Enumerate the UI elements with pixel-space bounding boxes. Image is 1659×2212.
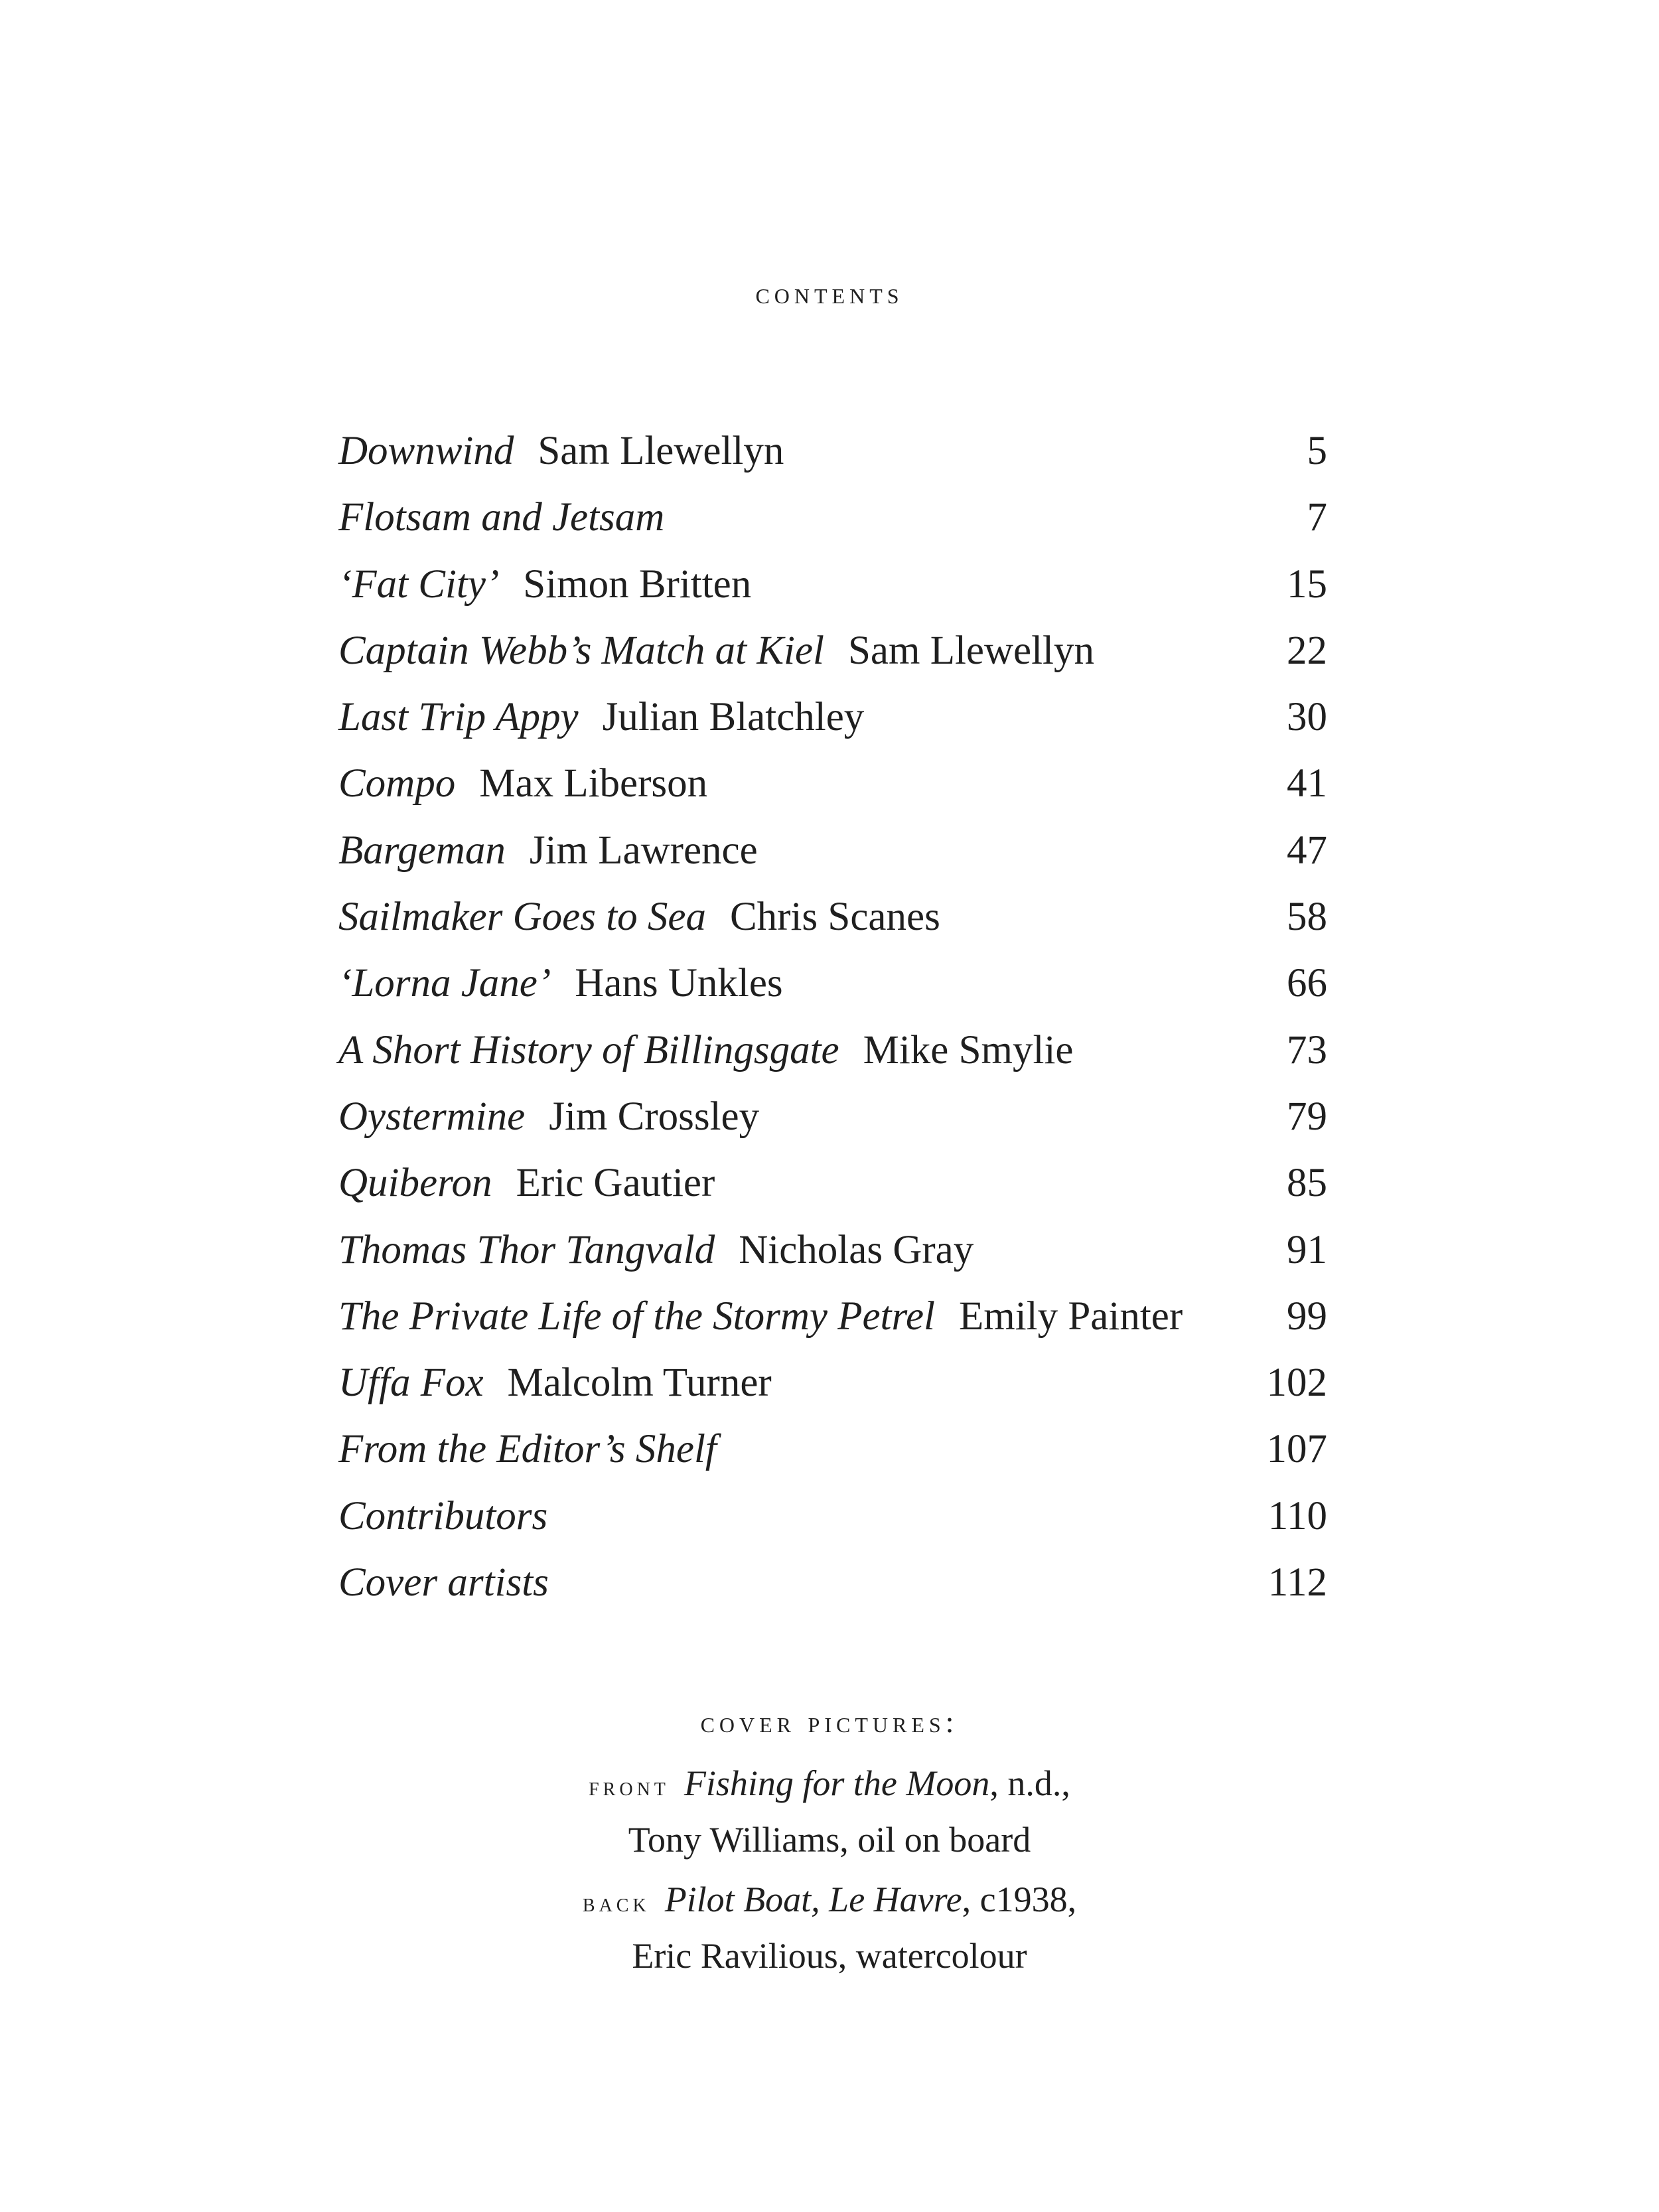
front-label: front: [589, 1771, 670, 1801]
toc-entry-title: Quiberon: [338, 1161, 492, 1206]
toc-entry-page-number: 107: [1266, 1427, 1327, 1472]
toc-entry-title: Captain Webb’s Match at Kiel: [338, 628, 824, 673]
toc-entry-page-number: 58: [1287, 895, 1327, 940]
toc-entry-page-number: 110: [1267, 1493, 1327, 1538]
cover-pictures: [0, 1689, 1659, 1982]
toc-entry-title: Bargeman: [338, 828, 506, 873]
back-cover-credit: [0, 1873, 1659, 1982]
cover-pictures-heading: cover pictures:: [700, 1705, 959, 1739]
toc-entry: [338, 1550, 1327, 1616]
toc-entry-author: Jim Crossley: [549, 1094, 760, 1139]
toc-entry-title: ‘Fat City’: [338, 561, 500, 607]
back-work-details: Eric Ravilious, watercolour: [632, 1936, 1027, 1976]
toc-entry-page-number: 99: [1287, 1293, 1327, 1339]
toc-entry-author: Jim Lawrence: [529, 828, 758, 873]
toc-entry: [338, 684, 1327, 751]
toc-entry: [338, 1150, 1327, 1217]
toc-entry-title: Sailmaker Goes to Sea: [338, 895, 706, 940]
front-cover-line: [0, 1757, 1659, 1813]
toc-entry-author: Sam Llewellyn: [848, 628, 1095, 673]
toc-entry-title: A Short History of Billingsgate: [338, 1027, 839, 1072]
toc-entry-page-number: 102: [1266, 1361, 1327, 1406]
toc-entry: [338, 818, 1327, 884]
toc-entry-page-number: 66: [1287, 961, 1327, 1006]
toc-entry-author: Mike Smylie: [863, 1027, 1074, 1072]
toc-entry-author: Emily Painter: [959, 1293, 1183, 1339]
back-label: back: [582, 1887, 650, 1917]
toc-entry: [338, 884, 1327, 950]
toc-entry-page-number: 5: [1307, 429, 1327, 473]
back-work-date: , c1938,: [962, 1880, 1077, 1919]
toc-entry-page-number: 91: [1287, 1227, 1327, 1272]
toc-entry-author: Chris Scanes: [729, 895, 940, 940]
toc-entry-page-number: 47: [1287, 828, 1327, 873]
toc-entry: [338, 751, 1327, 817]
toc-entry-title: Last Trip Appy: [338, 695, 579, 740]
toc-entry: [338, 1084, 1327, 1150]
toc-entry: [338, 1483, 1327, 1550]
toc-entry: [338, 552, 1327, 618]
toc-entry-author: Sam Llewellyn: [538, 429, 784, 473]
toc-entry-page-number: 30: [1287, 695, 1327, 740]
toc-entry-title: ‘Lorna Jane’: [338, 961, 551, 1006]
toc-entry-page-number: 112: [1267, 1560, 1327, 1605]
contents-list: [338, 418, 1327, 1616]
toc-entry-title: The Private Life of the Stormy Petrel: [338, 1293, 936, 1339]
back-work-title: Pilot Boat, Le Havre: [664, 1880, 962, 1919]
toc-entry-title: Flotsam and Jetsam: [338, 495, 665, 540]
toc-entry-title: Thomas Thor Tangvald: [338, 1227, 715, 1272]
toc-entry-author: Nicholas Gray: [739, 1227, 974, 1272]
toc-entry: [338, 618, 1327, 684]
toc-entry-title: From the Editor’s Shelf: [338, 1427, 717, 1472]
toc-entry-page-number: 73: [1287, 1027, 1327, 1072]
toc-entry-title: Uffa Fox: [338, 1361, 484, 1406]
toc-entry-author: Simon Britten: [523, 561, 752, 607]
front-cover-credit: [0, 1757, 1659, 1866]
toc-entry-title: Cover artists: [338, 1560, 549, 1605]
toc-entry-title: Oystermine: [338, 1094, 526, 1139]
toc-entry: [338, 1416, 1327, 1483]
toc-entry: [338, 950, 1327, 1017]
toc-entry: [338, 418, 1327, 484]
front-work-details: Tony Williams, oil on board: [628, 1820, 1031, 1860]
toc-entry-title: Contributors: [338, 1493, 548, 1538]
toc-entry-page-number: 85: [1287, 1161, 1327, 1206]
toc-entry-author: Julian Blatchley: [602, 695, 865, 740]
toc-entry-page-number: 7: [1307, 495, 1327, 540]
page-title: contents: [755, 276, 904, 310]
toc-entry-page-number: 79: [1287, 1094, 1327, 1139]
toc-entry-author: Max Liberson: [479, 761, 708, 806]
toc-entry: [338, 484, 1327, 551]
toc-entry-page-number: 22: [1287, 628, 1327, 673]
toc-entry-title: Downwind: [338, 429, 514, 473]
toc-entry-author: Malcolm Turner: [507, 1361, 772, 1406]
toc-entry-author: Eric Gautier: [516, 1161, 715, 1206]
toc-entry: [338, 1350, 1327, 1416]
back-cover-line: [0, 1873, 1659, 1929]
toc-entry: [338, 1017, 1327, 1084]
toc-entry-author: Hans Unkles: [575, 961, 783, 1006]
toc-entry-title: Compo: [338, 761, 456, 806]
toc-entry: [338, 1284, 1327, 1350]
front-work-date: , n.d.,: [989, 1763, 1070, 1803]
toc-entry-page-number: 15: [1287, 561, 1327, 607]
toc-entry: [338, 1217, 1327, 1284]
toc-entry-page-number: 41: [1287, 761, 1327, 806]
front-work-title: Fishing for the Moon: [684, 1763, 990, 1803]
